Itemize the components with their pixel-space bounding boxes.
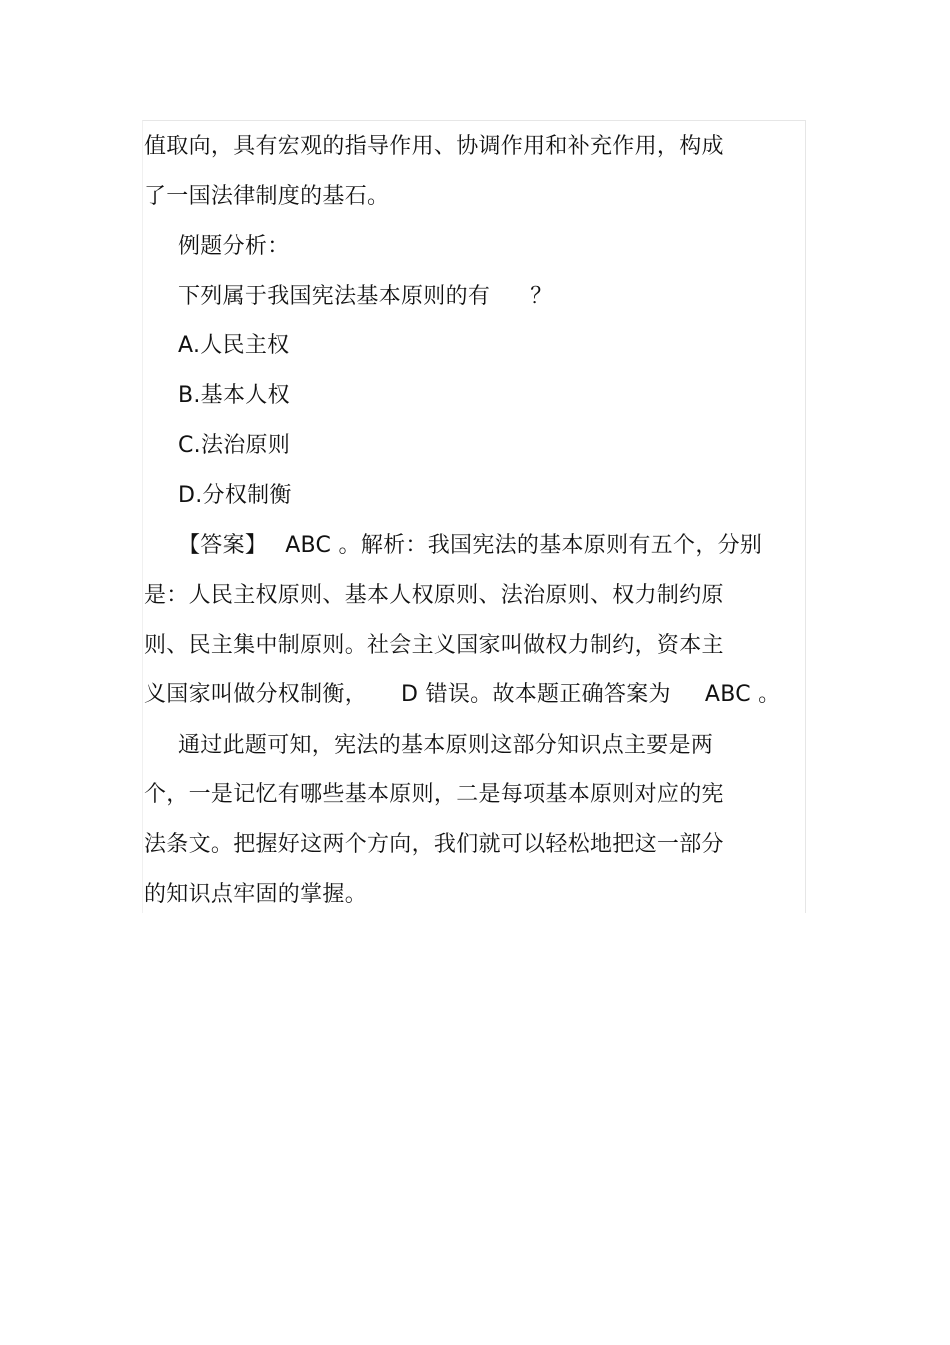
answer-label: 【答案】 xyxy=(178,533,268,558)
text-line: 了一国法律制度的基石。 xyxy=(144,184,390,209)
text-line: 则、民主集中制原则。社会主义国家叫做权力制约，资本主 xyxy=(144,633,724,658)
option-b: B.基本人权 xyxy=(178,383,290,408)
question-stem: 下列属于我国宪法基本原则的有 xyxy=(178,284,491,309)
text-line: 通过此题可知，宪法的基本原则这部分知识点主要是两 xyxy=(178,733,714,758)
text-line: 是：人民主权原则、基本人权原则、法治原则、权力制约原 xyxy=(144,583,724,608)
option-a: A.人民主权 xyxy=(178,333,290,358)
question-text xyxy=(178,282,553,312)
text-line: 个，一是记忆有哪些基本原则，二是每项基本原则对应的宪 xyxy=(144,782,724,807)
question-mark: ？ xyxy=(530,284,553,309)
text-line: 的知识点牢固的掌握。 xyxy=(144,882,368,907)
text-segment: 义国家叫做分权制衡， xyxy=(144,682,368,707)
text-line: 法条文。把握好这两个方向，我们就可以轻松地把这一部分 xyxy=(144,832,724,857)
text-line xyxy=(144,680,780,710)
text-segment: D 错误。故本题正确答案为 xyxy=(401,682,671,707)
answer-line xyxy=(178,531,762,561)
text-line: 值取向，具有宏观的指导作用、协调作用和补充作用，构成 xyxy=(144,134,724,159)
section-heading: 例题分析： xyxy=(178,234,290,259)
answer-text: ABC 。解析：我国宪法的基本原则有五个，分别 xyxy=(285,533,763,558)
text-segment: ABC 。 xyxy=(704,682,781,707)
option-d: D.分权制衡 xyxy=(178,483,292,508)
option-c: C.法治原则 xyxy=(178,433,291,458)
